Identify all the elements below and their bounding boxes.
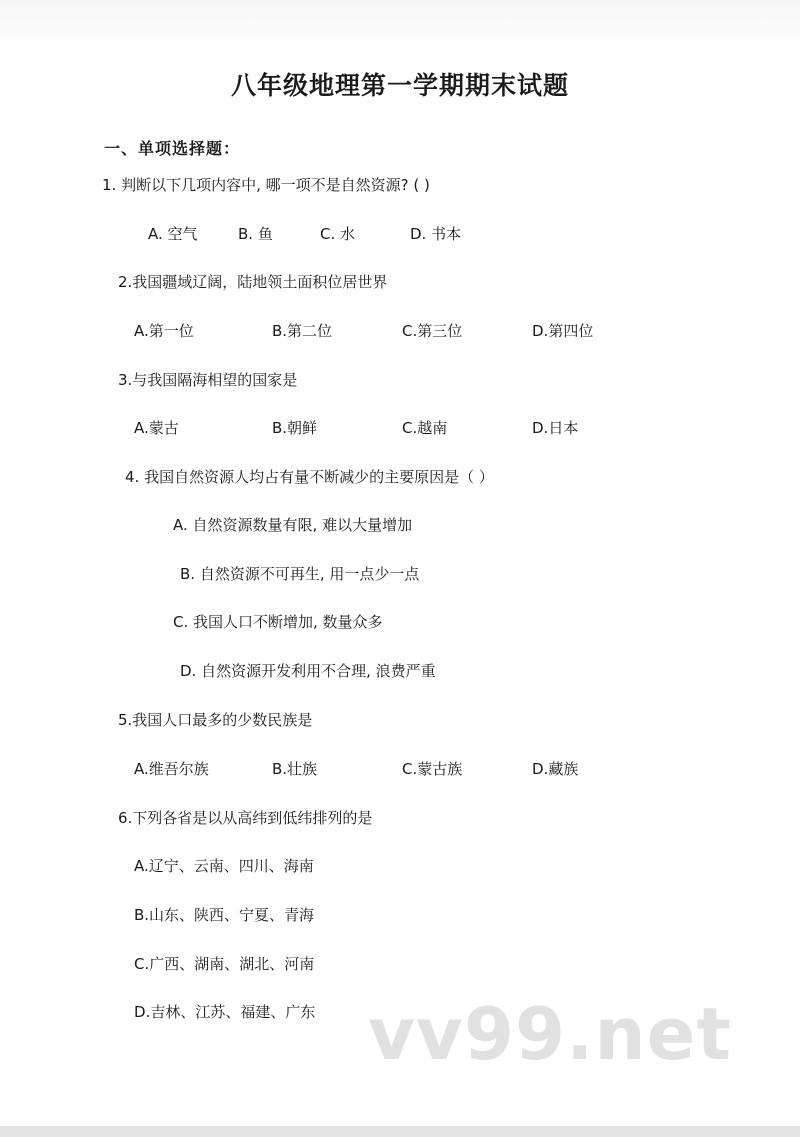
question-3-option-a: A.蒙古 [134, 419, 179, 437]
question-4-option-a: A. 自然资源数量有限, 难以大量增加 [173, 516, 413, 534]
exam-title: 八年级地理第一学期期末试题 [230, 71, 569, 100]
question-6-option-a: A.辽宁、云南、四川、海南 [134, 857, 314, 875]
watermark-text: vv99.net [368, 992, 732, 1076]
question-1-option-b: B. 鱼 [238, 225, 273, 243]
question-6-option-c: C.广西、湖南、湖北、河南 [134, 955, 315, 973]
question-2-option-c: C.第三位 [402, 322, 463, 340]
question-6-option-b: B.山东、陕西、宁夏、青海 [134, 906, 315, 924]
question-3-option-b: B.朝鲜 [272, 419, 318, 437]
question-6-stem: 6.下列各省是以从高纬到低纬排列的是 [118, 809, 373, 827]
question-1-option-a: A. 空气 [148, 225, 198, 243]
question-4-stem: 4. 我国自然资源人均占有量不断减少的主要原因是（ ） [125, 468, 494, 486]
question-2-option-a: A.第一位 [134, 322, 194, 340]
page-bottom-band [0, 1126, 800, 1137]
question-5-option-c: C.蒙古族 [402, 760, 463, 778]
question-2-option-d: D.第四位 [532, 322, 594, 340]
question-1-option-c: C. 水 [320, 225, 356, 243]
question-4-option-d: D. 自然资源开发利用不合理, 浪费严重 [180, 662, 436, 680]
question-5-option-a: A.维吾尔族 [134, 760, 209, 778]
question-3-stem: 3.与我国隔海相望的国家是 [118, 371, 298, 389]
question-5-option-b: B.壮族 [272, 760, 318, 778]
question-6-option-d: D.吉林、江苏、福建、广东 [134, 1003, 316, 1021]
question-4-option-c: C. 我国人口不断增加, 数量众多 [173, 613, 383, 631]
question-1-stem: 1. 判断以下几项内容中, 哪一项不是自然资源? ( ) [102, 176, 430, 194]
question-3-option-d: D.日本 [532, 419, 579, 437]
question-3-option-c: C.越南 [402, 419, 448, 437]
question-2-option-b: B.第二位 [272, 322, 333, 340]
question-5-option-d: D.藏族 [532, 760, 579, 778]
page-top-shade [0, 0, 800, 62]
question-2-stem: 2.我国疆域辽阔，陆地领土面积位居世界 [118, 273, 388, 291]
question-5-stem: 5.我国人口最多的少数民族是 [118, 711, 313, 729]
section-heading: 一、单项选择题： [104, 139, 241, 158]
question-1-option-d: D. 书本 [410, 225, 462, 243]
question-4-option-b: B. 自然资源不可再生, 用一点少一点 [180, 565, 420, 583]
